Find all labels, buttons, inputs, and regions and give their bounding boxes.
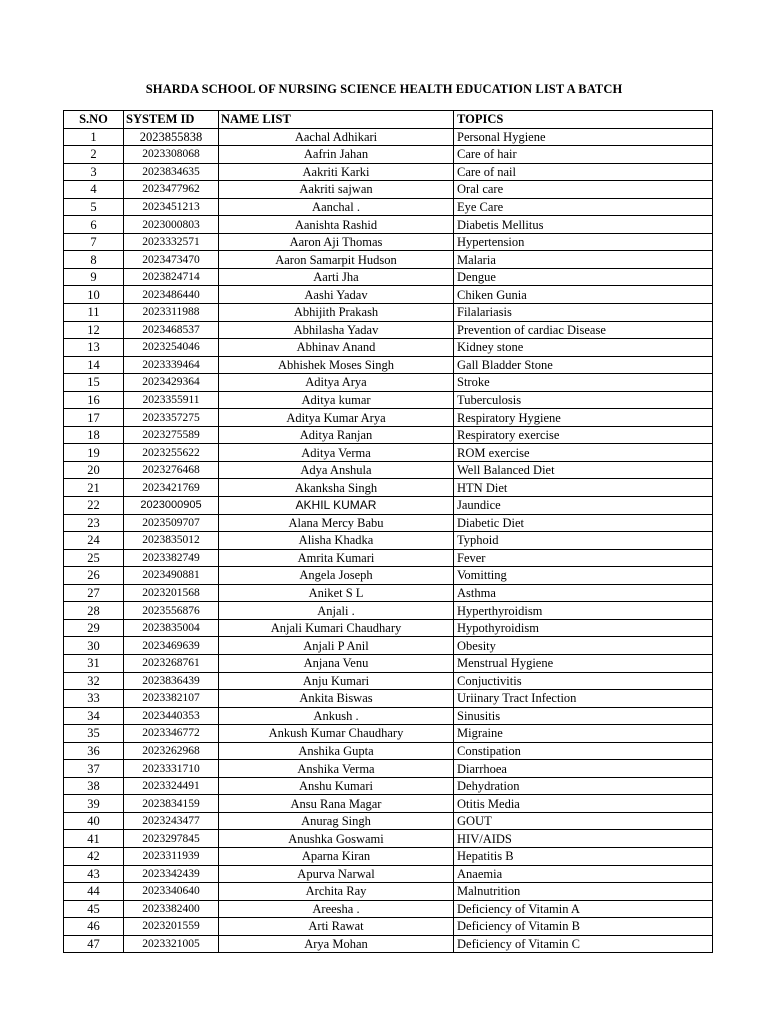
table-row (64, 584, 713, 602)
table-row (64, 865, 713, 883)
cell-system-id: 2023342439 (124, 865, 219, 883)
cell-name: Abhinav Anand (219, 339, 454, 357)
cell-topic: Kidney stone (454, 339, 713, 357)
cell-sno: 2 (64, 146, 124, 164)
cell-name: Aakriti Karki (219, 163, 454, 181)
cell-system-id: 2023440353 (124, 707, 219, 725)
cell-system-id: 2023311988 (124, 304, 219, 322)
cell-topic: Deficiency of Vitamin C (454, 935, 713, 953)
table-row (64, 742, 713, 760)
cell-name: Anshika Verma (219, 760, 454, 778)
cell-system-id: 2023477962 (124, 181, 219, 199)
table-row (64, 391, 713, 409)
cell-system-id: 2023308068 (124, 146, 219, 164)
cell-system-id: 2023339464 (124, 356, 219, 374)
cell-name: Areesha . (219, 900, 454, 918)
cell-topic: Constipation (454, 742, 713, 760)
cell-name: Angela Joseph (219, 567, 454, 585)
cell-system-id: 2023243477 (124, 812, 219, 830)
cell-name: Alisha Khadka (219, 532, 454, 550)
cell-system-id: 2023835012 (124, 532, 219, 550)
cell-sno: 9 (64, 268, 124, 286)
cell-system-id: 2023382749 (124, 549, 219, 567)
cell-system-id: 2023297845 (124, 830, 219, 848)
cell-topic: Care of hair (454, 146, 713, 164)
cell-system-id: 2023340640 (124, 883, 219, 901)
cell-topic: ROM exercise (454, 444, 713, 462)
table-row (64, 461, 713, 479)
table-row (64, 847, 713, 865)
cell-name: Aditya Verma (219, 444, 454, 462)
table-row (64, 444, 713, 462)
cell-sno: 36 (64, 742, 124, 760)
table-row (64, 830, 713, 848)
cell-topic: Stroke (454, 374, 713, 392)
cell-topic: Eye Care (454, 198, 713, 216)
cell-name: Anju Kumari (219, 672, 454, 690)
cell-system-id: 2023469639 (124, 637, 219, 655)
cell-sno: 7 (64, 233, 124, 251)
cell-system-id: 2023201559 (124, 918, 219, 936)
cell-sno: 22 (64, 497, 124, 515)
cell-name: Ansu Rana Magar (219, 795, 454, 813)
cell-system-id: 2023382107 (124, 690, 219, 708)
table-header-row (64, 111, 713, 129)
cell-sno: 39 (64, 795, 124, 813)
cell-system-id: 2023201568 (124, 584, 219, 602)
table-row (64, 198, 713, 216)
cell-topic: Diabetic Diet (454, 514, 713, 532)
cell-topic: HIV/AIDS (454, 830, 713, 848)
student-topic-table (63, 110, 713, 953)
cell-name: Aanchal . (219, 198, 454, 216)
cell-name: Akanksha Singh (219, 479, 454, 497)
column-header-topics: TOPICS (454, 111, 713, 129)
cell-name: Aachal Adhikari (219, 128, 454, 146)
cell-name: Apurva Narwal (219, 865, 454, 883)
table-row (64, 426, 713, 444)
column-header-system-id: SYSTEM ID (124, 111, 219, 129)
cell-topic: Diarrhoea (454, 760, 713, 778)
cell-system-id: 2023262968 (124, 742, 219, 760)
table-row (64, 883, 713, 901)
document-title: SHARDA SCHOOL OF NURSING SCIENCE HEALTH EDUCATION LIST A BATCH (145, 82, 623, 96)
table-row (64, 479, 713, 497)
cell-sno: 41 (64, 830, 124, 848)
cell-topic: Dengue (454, 268, 713, 286)
table-row (64, 321, 713, 339)
cell-sno: 34 (64, 707, 124, 725)
table-row (64, 163, 713, 181)
cell-name: Anjali Kumari Chaudhary (219, 619, 454, 637)
cell-topic: Respiratory exercise (454, 426, 713, 444)
table-row (64, 409, 713, 427)
cell-system-id: 2023332571 (124, 233, 219, 251)
table-row (64, 514, 713, 532)
cell-name: Aafrin Jahan (219, 146, 454, 164)
cell-sno: 18 (64, 426, 124, 444)
cell-sno: 4 (64, 181, 124, 199)
cell-sno: 10 (64, 286, 124, 304)
cell-topic: Deficiency of Vitamin B (454, 918, 713, 936)
cell-topic: Hypertension (454, 233, 713, 251)
cell-sno: 23 (64, 514, 124, 532)
cell-system-id: 2023490881 (124, 567, 219, 585)
cell-topic: Hypothyroidism (454, 619, 713, 637)
cell-topic: Dehydration (454, 777, 713, 795)
cell-name: Aaron Aji Thomas (219, 233, 454, 251)
cell-system-id: 2023311939 (124, 847, 219, 865)
cell-topic: Conjuctivitis (454, 672, 713, 690)
cell-name: Anurag Singh (219, 812, 454, 830)
cell-sno: 37 (64, 760, 124, 778)
cell-topic: Typhoid (454, 532, 713, 550)
table-row (64, 637, 713, 655)
cell-name: Aanishta Rashid (219, 216, 454, 234)
table-row (64, 602, 713, 620)
cell-system-id: 2023421769 (124, 479, 219, 497)
cell-topic: Obesity (454, 637, 713, 655)
cell-sno: 26 (64, 567, 124, 585)
cell-name: Aakriti sajwan (219, 181, 454, 199)
cell-topic: Sinusitis (454, 707, 713, 725)
cell-topic: Respiratory Hygiene (454, 409, 713, 427)
cell-system-id: 2023836439 (124, 672, 219, 690)
cell-name: Anushka Goswami (219, 830, 454, 848)
cell-topic: Hyperthyroidism (454, 602, 713, 620)
cell-name: Aashi Yadav (219, 286, 454, 304)
table-row (64, 935, 713, 953)
cell-system-id: 2023834159 (124, 795, 219, 813)
cell-name: Aditya Ranjan (219, 426, 454, 444)
cell-sno: 25 (64, 549, 124, 567)
table-row (64, 181, 713, 199)
cell-name: Aditya kumar (219, 391, 454, 409)
cell-topic: Malnutrition (454, 883, 713, 901)
cell-name: AKHIL KUMAR (219, 497, 454, 515)
cell-system-id: 2023355911 (124, 391, 219, 409)
table-row (64, 619, 713, 637)
cell-topic: Migraine (454, 725, 713, 743)
cell-topic: Vomitting (454, 567, 713, 585)
cell-topic: Otitis Media (454, 795, 713, 813)
cell-topic: Prevention of cardiac Disease (454, 321, 713, 339)
cell-name: Aparna Kiran (219, 847, 454, 865)
cell-topic: Tuberculosis (454, 391, 713, 409)
cell-system-id: 2023346772 (124, 725, 219, 743)
cell-sno: 14 (64, 356, 124, 374)
cell-name: Anshu Kumari (219, 777, 454, 795)
table-row (64, 725, 713, 743)
cell-sno: 11 (64, 304, 124, 322)
cell-topic: Deficiency of Vitamin A (454, 900, 713, 918)
cell-topic: Well Balanced Diet (454, 461, 713, 479)
cell-sno: 31 (64, 654, 124, 672)
table-row (64, 268, 713, 286)
table-row (64, 760, 713, 778)
cell-name: Anjali P Anil (219, 637, 454, 655)
cell-sno: 32 (64, 672, 124, 690)
cell-name: Abhilasha Yadav (219, 321, 454, 339)
cell-topic: Jaundice (454, 497, 713, 515)
cell-topic: Personal Hygiene (454, 128, 713, 146)
cell-system-id: 2023268761 (124, 654, 219, 672)
cell-sno: 1 (64, 128, 124, 146)
cell-system-id: 2023324491 (124, 777, 219, 795)
cell-sno: 45 (64, 900, 124, 918)
cell-sno: 3 (64, 163, 124, 181)
cell-name: Anjali . (219, 602, 454, 620)
cell-system-id: 2023556876 (124, 602, 219, 620)
cell-name: Ankush . (219, 707, 454, 725)
cell-sno: 21 (64, 479, 124, 497)
table-row (64, 374, 713, 392)
cell-name: Aaron Samarpit Hudson (219, 251, 454, 269)
cell-topic: Filalariasis (454, 304, 713, 322)
cell-sno: 17 (64, 409, 124, 427)
table-row (64, 549, 713, 567)
cell-sno: 19 (64, 444, 124, 462)
table-row (64, 567, 713, 585)
table-row (64, 233, 713, 251)
table-row (64, 146, 713, 164)
cell-system-id: 2023255622 (124, 444, 219, 462)
table-row (64, 812, 713, 830)
cell-system-id: 2023000803 (124, 216, 219, 234)
cell-system-id: 2023473470 (124, 251, 219, 269)
table-row (64, 216, 713, 234)
cell-sno: 30 (64, 637, 124, 655)
cell-topic: Gall Bladder Stone (454, 356, 713, 374)
cell-system-id: 2023855838 (124, 128, 219, 146)
cell-sno: 13 (64, 339, 124, 357)
cell-topic: HTN Diet (454, 479, 713, 497)
cell-name: Arti Rawat (219, 918, 454, 936)
table-row (64, 654, 713, 672)
cell-name: Aditya Kumar Arya (219, 409, 454, 427)
cell-topic: Asthma (454, 584, 713, 602)
cell-name: Abhijith Prakash (219, 304, 454, 322)
cell-topic: Uriinary Tract Infection (454, 690, 713, 708)
column-header-sno: S.NO (64, 111, 124, 129)
table-row (64, 900, 713, 918)
cell-sno: 46 (64, 918, 124, 936)
cell-sno: 47 (64, 935, 124, 953)
cell-topic: Menstrual Hygiene (454, 654, 713, 672)
cell-system-id: 2023276468 (124, 461, 219, 479)
cell-sno: 24 (64, 532, 124, 550)
cell-sno: 35 (64, 725, 124, 743)
cell-name: Anshika Gupta (219, 742, 454, 760)
cell-sno: 15 (64, 374, 124, 392)
cell-name: Abhishek Moses Singh (219, 356, 454, 374)
table-row (64, 672, 713, 690)
cell-sno: 38 (64, 777, 124, 795)
cell-system-id: 2023254046 (124, 339, 219, 357)
cell-name: Arya Mohan (219, 935, 454, 953)
cell-topic: GOUT (454, 812, 713, 830)
cell-topic: Chiken Gunia (454, 286, 713, 304)
cell-system-id: 2023357275 (124, 409, 219, 427)
table-row (64, 304, 713, 322)
table-row (64, 918, 713, 936)
table-row (64, 795, 713, 813)
cell-name: Aniket S L (219, 584, 454, 602)
cell-system-id: 2023321005 (124, 935, 219, 953)
cell-name: Anjana Venu (219, 654, 454, 672)
cell-name: Aditya Arya (219, 374, 454, 392)
cell-sno: 5 (64, 198, 124, 216)
cell-sno: 20 (64, 461, 124, 479)
cell-name: Ankush Kumar Chaudhary (219, 725, 454, 743)
cell-sno: 40 (64, 812, 124, 830)
cell-topic: Malaria (454, 251, 713, 269)
cell-name: Adya Anshula (219, 461, 454, 479)
cell-name: Ankita Biswas (219, 690, 454, 708)
cell-system-id: 2023835004 (124, 619, 219, 637)
table-row (64, 532, 713, 550)
cell-sno: 12 (64, 321, 124, 339)
cell-system-id: 2023429364 (124, 374, 219, 392)
cell-topic: Oral care (454, 181, 713, 199)
cell-topic: Care of nail (454, 163, 713, 181)
cell-sno: 27 (64, 584, 124, 602)
cell-topic: Anaemia (454, 865, 713, 883)
table-row (64, 707, 713, 725)
table-row (64, 251, 713, 269)
cell-sno: 28 (64, 602, 124, 620)
cell-system-id: 2023275589 (124, 426, 219, 444)
cell-system-id: 2023824714 (124, 268, 219, 286)
cell-system-id: 2023486440 (124, 286, 219, 304)
cell-name: Archita Ray (219, 883, 454, 901)
table-row (64, 777, 713, 795)
cell-sno: 42 (64, 847, 124, 865)
cell-sno: 6 (64, 216, 124, 234)
cell-sno: 44 (64, 883, 124, 901)
cell-name: Amrita Kumari (219, 549, 454, 567)
cell-system-id: 2023468537 (124, 321, 219, 339)
table-row (64, 286, 713, 304)
cell-sno: 8 (64, 251, 124, 269)
cell-sno: 16 (64, 391, 124, 409)
cell-system-id: 2023509707 (124, 514, 219, 532)
table-row (64, 497, 713, 515)
cell-sno: 29 (64, 619, 124, 637)
table-row (64, 690, 713, 708)
cell-system-id: 2023000905 (124, 497, 219, 515)
cell-sno: 33 (64, 690, 124, 708)
cell-name: Alana Mercy Babu (219, 514, 454, 532)
cell-topic: Diabetis Mellitus (454, 216, 713, 234)
cell-system-id: 2023834635 (124, 163, 219, 181)
table-row (64, 356, 713, 374)
column-header-name-list: NAME LIST (219, 111, 454, 129)
cell-system-id: 2023382400 (124, 900, 219, 918)
table-row (64, 339, 713, 357)
cell-name: Aarti Jha (219, 268, 454, 286)
cell-system-id: 2023331710 (124, 760, 219, 778)
cell-topic: Hepatitis B (454, 847, 713, 865)
cell-topic: Fever (454, 549, 713, 567)
cell-system-id: 2023451213 (124, 198, 219, 216)
cell-sno: 43 (64, 865, 124, 883)
table-row (64, 128, 713, 146)
